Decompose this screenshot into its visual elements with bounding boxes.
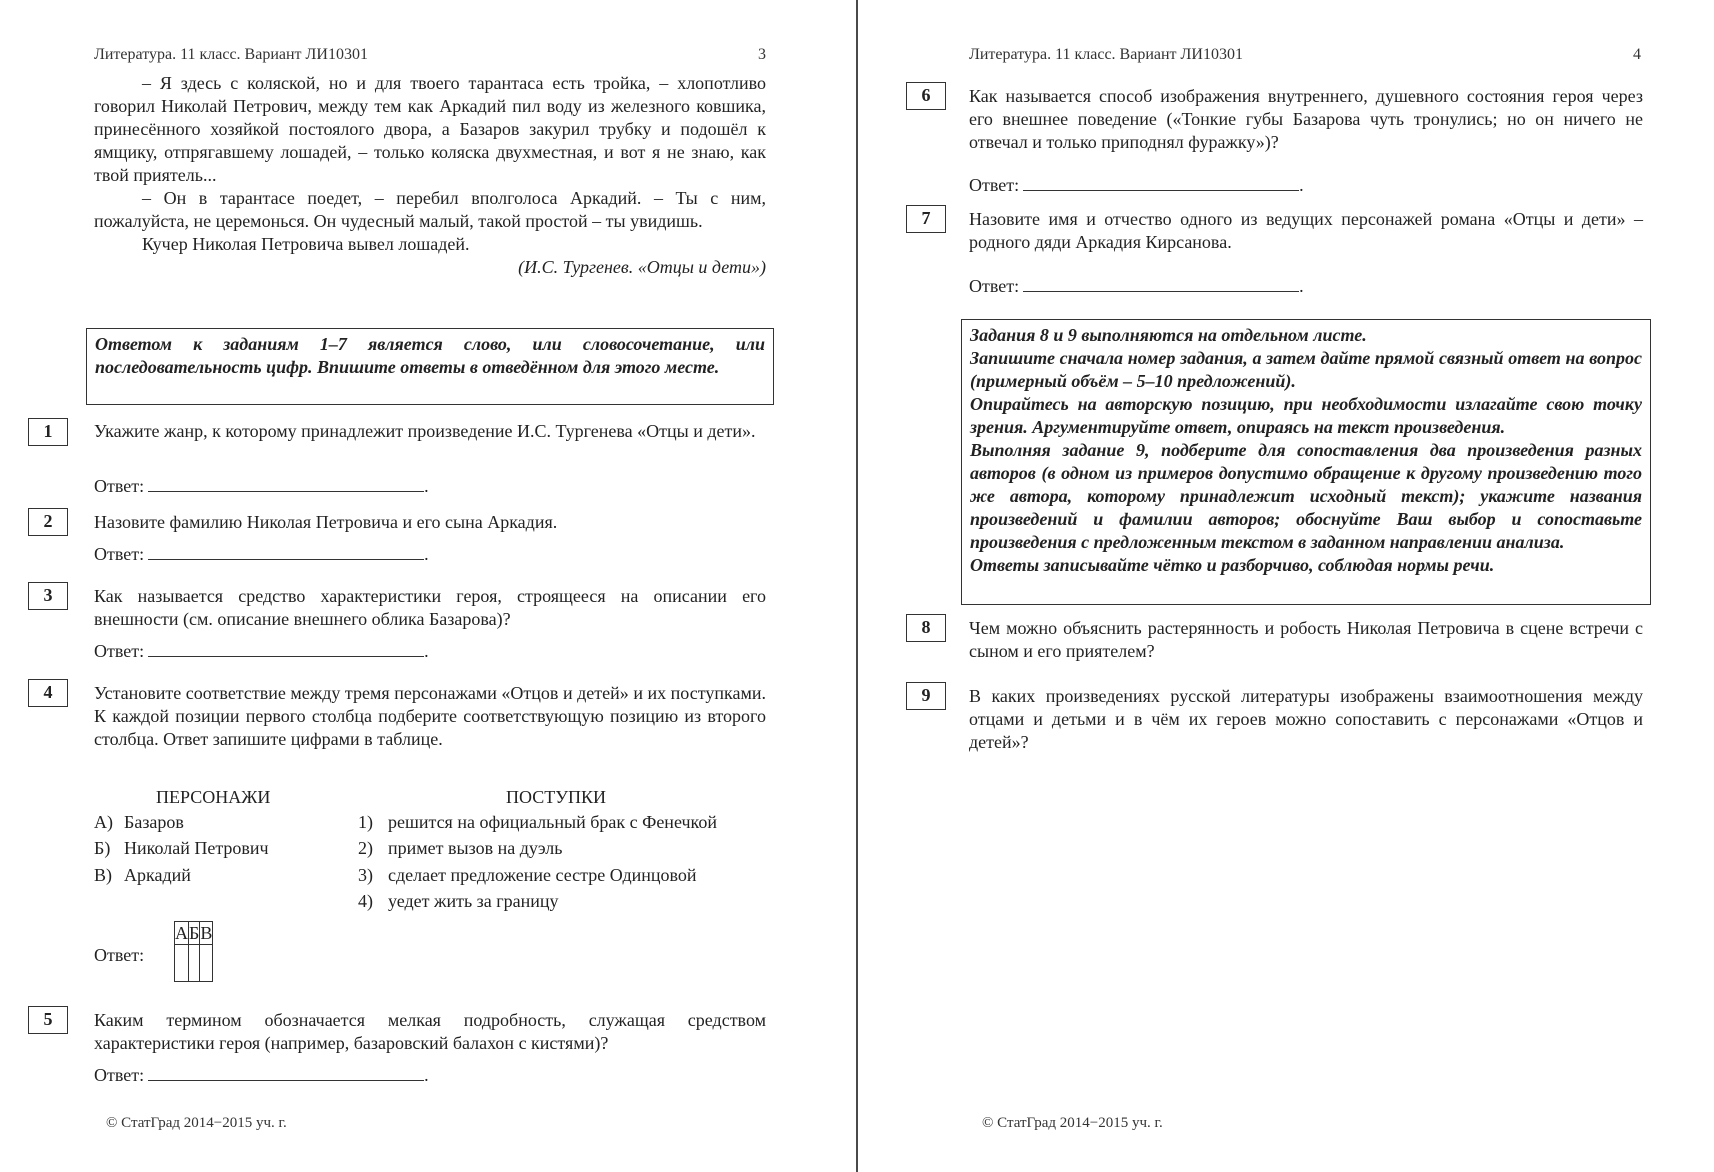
action-item xyxy=(358,890,559,913)
question-number-3: 3 xyxy=(28,582,68,610)
answer-label: Ответ: xyxy=(94,544,145,564)
actions-column-title: ПОСТУПКИ xyxy=(506,787,606,807)
answer-end: . xyxy=(424,1065,429,1085)
question-text: Назовите имя и отчество одного из ведущих персонажей романа «Отцы и дети» – родного дяди Аркадия Кирсанова. xyxy=(969,209,1643,252)
item-key: Б) xyxy=(94,838,111,858)
answer-end: . xyxy=(424,476,429,496)
answer-field-1[interactable] xyxy=(94,475,429,498)
question-text: Чем можно объяснить растерянность и робость Николая Петровича в сцене встречи с сыном и его приятелем? xyxy=(969,618,1643,661)
question-text: Каким термином обозначается мелкая подробность, служащая средством характеристики героя (например, базаровский балахон с кистями)? xyxy=(94,1010,766,1053)
answer-line[interactable] xyxy=(1023,176,1299,191)
table-header-b: Б xyxy=(189,923,200,943)
action-item xyxy=(358,837,562,860)
answer-cell-a[interactable] xyxy=(175,945,189,982)
page-4 xyxy=(858,0,1714,1172)
item-text: Аркадий xyxy=(124,865,191,885)
answer-field-2[interactable] xyxy=(94,543,429,566)
answer-line[interactable] xyxy=(1023,277,1299,292)
item-key: 4) xyxy=(358,891,373,911)
item-text: Базаров xyxy=(124,812,184,832)
question-text: Укажите жанр, к которому принадлежит произведение И.С. Тургенева «Отцы и дети». xyxy=(94,421,756,441)
table-header-v: В xyxy=(200,923,213,943)
page-header xyxy=(94,43,766,66)
page-number: 3 xyxy=(758,46,766,63)
item-key: 1) xyxy=(358,812,373,832)
answer-end: . xyxy=(424,641,429,661)
question-number-9: 9 xyxy=(906,682,946,710)
characters-column-title: ПЕРСОНАЖИ xyxy=(156,787,271,807)
passage-paragraph: – Он в тарантасе поедет, – перебил вполголоса Аркадий. – Ты с ним, пожалуйста, не церемонься. Он чудесный малый, такой простой – ты увидишь. xyxy=(94,188,766,231)
question-number-1: 1 xyxy=(28,418,68,446)
answer-line[interactable] xyxy=(148,642,424,657)
question-number-6: 6 xyxy=(906,82,946,110)
item-key: 3) xyxy=(358,865,373,885)
answer-field-5[interactable] xyxy=(94,1064,429,1087)
question-number-7: 7 xyxy=(906,205,946,233)
question-number-8: 8 xyxy=(906,614,946,642)
footer-copyright: © СтатГрад 2014−2015 уч. г. xyxy=(982,1115,1163,1131)
question-2-text xyxy=(94,511,766,534)
answer-label-4: Ответ: xyxy=(94,945,145,965)
answer-cell-b[interactable] xyxy=(189,945,200,982)
question-1-text xyxy=(94,420,766,443)
question-number-5: 5 xyxy=(28,1006,68,1034)
question-text: Назовите фамилию Николая Петровича и его сына Аркадия. xyxy=(94,512,558,532)
question-text: Как называется способ изображения внутреннего, душевного состояния героя через его внешнее поведение («Тонкие губы Базарова чуть тронулись; но он ничего не отвечал и только приподнял фуражку»)? xyxy=(969,86,1643,152)
page-header xyxy=(969,43,1643,66)
answer-line[interactable] xyxy=(148,1066,424,1081)
passage-paragraph: Кучер Николая Петровича вывел лошадей. xyxy=(142,234,470,254)
instruction-line: Опирайтесь на авторскую позицию, при необходимости излагайте свою точку зрения. Аргументируйте ответ, опираясь на текст произведения. xyxy=(970,394,1642,437)
text-passage xyxy=(94,72,766,279)
footer-copyright: © СтатГрад 2014−2015 уч. г. xyxy=(106,1115,287,1131)
action-item xyxy=(358,864,697,887)
answer-field-3[interactable] xyxy=(94,640,429,663)
header-title: Литература. 11 класс. Вариант ЛИ10301 xyxy=(969,46,1243,63)
instruction-line: Задания 8 и 9 выполняются на отдельном листе. xyxy=(970,325,1367,345)
answer-line[interactable] xyxy=(148,545,424,560)
page-3 xyxy=(0,0,856,1172)
character-item xyxy=(94,864,191,887)
answer-end: . xyxy=(1299,175,1304,195)
answer-label: Ответ: xyxy=(94,641,145,661)
question-5-text xyxy=(94,1009,766,1055)
answer-label: Ответ: xyxy=(969,175,1020,195)
question-number-4: 4 xyxy=(28,679,68,707)
answer-label: Ответ: xyxy=(969,276,1020,296)
instruction-line: Выполняя задание 9, подберите для сопоставления два произведения разных авторов (в одном из примеров допустимо обращение к другому произведению того же автора, которому принадлежит исходный текст); укажите названия произведений и фамилии авторов; обоснуйте Ваш выбор и сопоставьте произведения с предложенным текстом в заданном направлении анализа. xyxy=(970,440,1642,552)
answer-label: Ответ: xyxy=(94,1065,145,1085)
answer-end: . xyxy=(1299,276,1304,296)
question-text: В каких произведениях русской литературы изображены взаимоотношения между отцами и детьми и в чём их героев можно сопоставить с персонажами «Отцов и детей»? xyxy=(969,686,1643,752)
instruction-line: Запишите сначала номер задания, а затем дайте прямой связный ответ на вопрос (примерный объём – 5–10 предложений). xyxy=(970,348,1642,391)
question-4-text xyxy=(94,682,766,751)
question-text: Установите соответствие между тремя персонажами «Отцов и детей» и их поступками. К каждой позиции первого столбца подберите соответствующую позицию из второго столбца. Ответ запишите цифрами в таблице. xyxy=(94,683,766,749)
item-text: Николай Петрович xyxy=(124,838,269,858)
instruction-box xyxy=(961,319,1651,605)
answer-label: Ответ: xyxy=(94,476,145,496)
action-item xyxy=(358,811,717,834)
passage-paragraph: – Я здесь с коляской, но и для твоего тарантаса есть тройка, – хлопотливо говорил Николай Петрович, между тем как Аркадий пил воду из железного ковшика, принесённого хозяйкой постоялого двора, а Базаров закурил трубку и подошёл к ямщику, отпрягавшему лошадей, – только коляска двухместная, и вот я не знаю, как твой приятель... xyxy=(94,73,766,185)
answer-cell-v[interactable] xyxy=(200,945,213,982)
answer-line[interactable] xyxy=(148,477,424,492)
page-number: 4 xyxy=(1633,46,1641,63)
answer-field-7[interactable] xyxy=(969,275,1304,298)
item-text: решится на официальный брак с Фенечкой xyxy=(388,812,718,832)
answer-end: . xyxy=(424,544,429,564)
question-number-2: 2 xyxy=(28,508,68,536)
answer-table xyxy=(174,921,213,982)
instruction-line: Ответы записывайте чётко и разборчиво, соблюдая нормы речи. xyxy=(970,555,1495,575)
instruction-text: Ответом к заданиям 1–7 является слово, или словосочетание, или последовательность цифр. Впишите ответы в отведённом для этого месте. xyxy=(95,334,765,377)
answer-field-6[interactable] xyxy=(969,174,1304,197)
table-header-a: А xyxy=(175,923,188,943)
item-text: уедет жить за границу xyxy=(388,891,559,911)
question-8-text xyxy=(969,617,1643,663)
question-3-text xyxy=(94,585,766,631)
item-key: А) xyxy=(94,812,113,832)
instruction-box xyxy=(86,328,774,405)
passage-source: (И.С. Тургенев. «Отцы и дети») xyxy=(518,257,766,277)
header-title: Литература. 11 класс. Вариант ЛИ10301 xyxy=(94,46,368,63)
item-key: В) xyxy=(94,865,112,885)
item-key: 2) xyxy=(358,838,373,858)
question-7-text xyxy=(969,208,1643,254)
character-item xyxy=(94,837,269,860)
item-text: примет вызов на дуэль xyxy=(388,838,563,858)
item-text: сделает предложение сестре Одинцовой xyxy=(388,865,697,885)
question-9-text xyxy=(969,685,1643,754)
character-item xyxy=(94,811,184,834)
question-6-text xyxy=(969,85,1643,154)
question-text: Как называется средство характеристики героя, строящееся на описании его внешности (см. описание внешнего облика Базарова)? xyxy=(94,586,766,629)
